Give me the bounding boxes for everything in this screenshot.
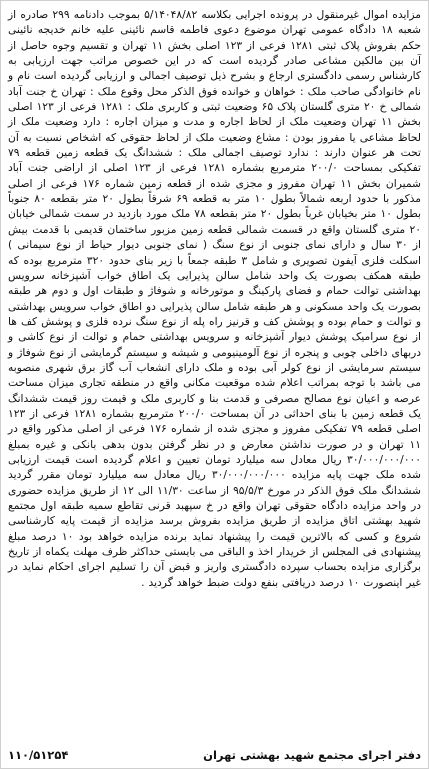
notice-code: ۱۱۰/۵۱۲۵۴ <box>8 748 69 762</box>
notice-footer <box>8 748 421 762</box>
notice-body-text: مزایده اموال غیرمنقول در پرونده اجرایی بکلاسه ۵/۱۴۰۴۸/۸۲ بموجب دادنامه ۲۹۹ صادره از شعبه ۱۸ دادگاه عمومی تهران موضوع دعوی فاطمه قاسم نائینی علیه خانم خدیجه نائینی حکم بفروش پلاک ثبتی ۱۲۸۱ فرعی از ۱۲۳ اصلی بخش ۱۱ تهران و تقسیم وجوه حاصل از آن بین مالکین مشاعی صادر گردیده است که در این خصوص مراتب جهت ارزیابی به کارشناس رسمی دادگستری ارجاع و بشرح ذیل توصیف اجمالی و ارزیابی گردیده است نام و نام خانوادگی صاحب ملک : خواهان و خوانده فوق الذکر محل وقوع ملک : تهران خ جنت آباد شمالی خ ۲۰ متری گلستان پلاک ۶۵ وضعیت ثبتی و کاربری ملک : ۱۲۸۱ فرعی از ۱۲۳ اصلی بخش ۱۱ تهران وضعیت ملک از لحاظ اجاره و مدت و میزان اجاره : دارد وضعیت ملک از لحاظ مشاعی یا مفروز بودن : مشاع وضعیت ملک از لحاظ حقوقی که اشخاص نسبت به آن تحت هر عنوان دارند : ندارد توصیف اجمالی ملک : ششدانگ یک قطعه زمین قطعه ۷۹ تفکیکی بمساحت ۲۰۰/۰ مترمربع بشماره ۱۲۸۱ فرعی از ۱۲۳ اصلی از اراضی جنت آباد شمیران بخش ۱۱ تهران مفروز و مجزی شده از قطعه زمین شماره ۱۷۶ فرعی از اصلی مذکور با حدود اربعه شمالاً بطول ۱۰ متر به قطعه ۶۹ شرقاً بطول ۲۰ متر بقطعه ۸۰ جنوباً بطول ۱۰ متر بخیابان غرباً بطول ۲۰ متر بقطعه ۷۸ ملک مورد بازدید در سمت شمالی خیابان ۲۰ متری گلستان واقع در قسمت شمالی قطعه زمین مزبور ساختمان قدیمی با قدمت بیش از ۳۰ سال و دارای نمای جنوبی از نوع سنگ ( نمای جنوبی دیوار حیاط از نوع سیمانی ) اسکلت فلزی آیفون تصویری و شامل ۳ طبقه جمعاً با زیر بنای حدود ۳۲۰ مترمربع بوده که طبقه همکف بصورت یک واحد شامل سالن پذیرایی یک اطاق خواب آشپزخانه سرویس بهداشتی توالت حمام و فضای پارکینگ و موتورخانه و شوفاژ و طبقات اول و دوم هر طبقه بصورت یک واحد مسکونی و هر طبقه شامل سالن پذیرایی دو اطاق خواب سرویس بهداشتی و توالت و حمام بوده و پوشش کف و قرنیز راه پله از نوع سنگ نرده فلزی و پوشش کف ها از نوع سرامیک پوشش دیوار آشپزخانه و سرویس بهداشتی حمام و توالت از نوع کاشی و دربهای داخلی چوبی و پنجره از نوع آلومینیومی و شیشه و سیستم گرمایشی از نوع شوفاژ و سیستم سرمایشی از نوع کولر آبی بوده و ملک دارای انشعاب آب گاز برق شهری منصوبه می باشد با توجه بمراتب اعلام شده موقعیت مکانی واقع در منطقه تجاری میزان مساحت عرصه و اعیان نوع مصالح مصرفی و قدمت بنا و کاربری ملک و قیمت روز قیمت ششدانگ یک قطعه زمین با بنای احداثی در آن بمساحت ۲۰۰/۰ مترمربع بشماره ۱۲۸۱ فرعی از ۱۲۳ اصلی قطعه ۷۹ تفکیکی مفروز و مجزی شده از شماره ۱۷۶ فرعی از اصلی مذکور واقع در ۱۱ تهران و در صورت نداشتن معارض و در نظر گرفتن بدون بدهی بانکی و غیره بمبلغ ۳۰/۰۰۰/۰۰۰/۰۰۰ ریال معادل سه میلیارد تومان تعیین و اعلام گردیده است قیمت ارزیابی شده ملک جهت پایه مزایده ۳۰/۰۰۰/۰۰۰/۰۰۰ ریال معادل سه میلیارد تومان مقرر گردید ششدانگ ملک فوق الذکر در مورخ ۹۵/۵/۳ از ساعت ۱۱/۳۰ الی ۱۲ از طریق مزایده حضوری در واحد مزایده دادگاه حقوقی تهران واقع در خ سپهبد قرنی تقاطع سمیه طبقه اول مجتمع شهید بهشتی اتاق مزایده از طریق مزایده بفروش برسد مزایده از قیمت پایه کارشناسی شروع و کسی که بالاترین قیمت را پیشنهاد نماید برنده مزایده خواهد بود ۱۰ درصد مبلغ پیشنهادی فی المجلس از خریدار اخذ و الباقی می بایستی حداکثر ظرف مهلت یکماه از تاریخ برگزاری مزایده بحساب سپرده دادگستری واریز و قبض آن را تسلیم اجرای احکام نماید در غیر اینصورت ۱۰ درصد دریافتی بنفع دولت ضبط خواهد گردید . <box>8 8 422 589</box>
issuing-office: دفتر اجرای مجتمع شهید بهشتی تهران <box>203 748 421 762</box>
